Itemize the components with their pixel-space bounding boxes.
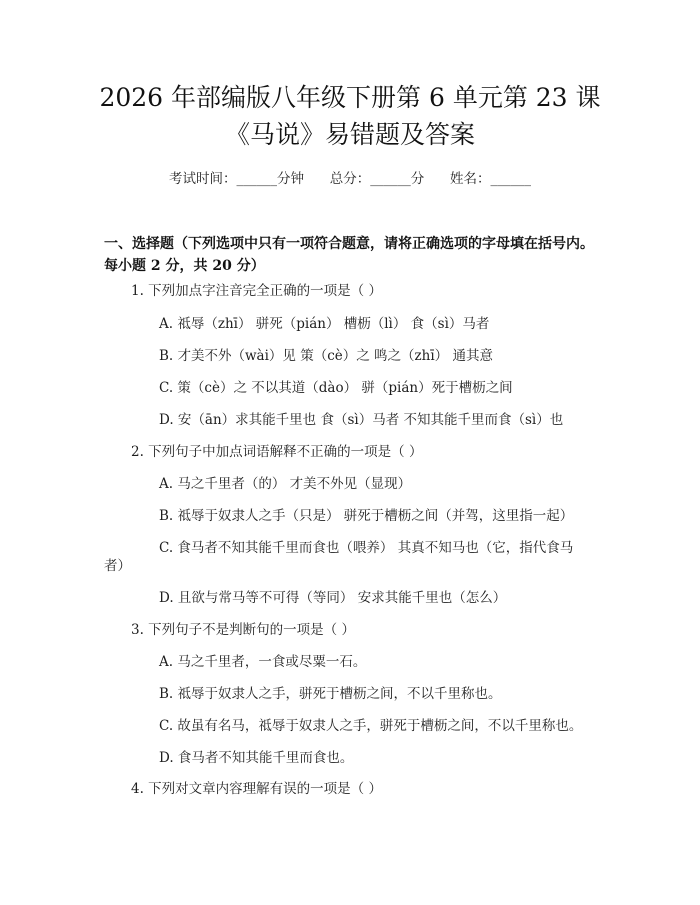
document-title-line2: 《马说》易错题及答案	[224, 120, 475, 149]
document-title-line1: 2026 年部编版八年级下册第 6 单元第 23 课	[99, 83, 601, 112]
section-heading-line1: 一、选择题（下列选项中只有一项符合题意，请将正确选项的字母填在括号内。	[104, 236, 594, 252]
question-2-option-c-continuation: 者）	[104, 558, 131, 574]
question-2-option-d: D. 且欲与常马等不可得（等同） 安求其能千里也（怎么）	[159, 590, 507, 606]
section-heading-line2: 每小题 2 分，共 20 分）	[104, 258, 265, 274]
question-3-option-a: A. 马之千里者，一食或尽粟一石。	[159, 654, 367, 670]
question-2-option-a: A. 马之千里者（的） 才美不外见（显现）	[159, 476, 412, 492]
question-1-stem: 1. 下列加点字注音完全正确的一项是（ ）	[131, 283, 382, 299]
question-1-option-a: A. 祗辱（zhī） 骈死（pián） 槽枥（lì） 食（sì）马者	[159, 316, 490, 332]
question-3-option-c: C. 故虽有名马，祗辱于奴隶人之手，骈死于槽枥之间，不以千里称也。	[159, 718, 583, 734]
question-3-stem: 3. 下列句子不是判断句的一项是（ ）	[131, 622, 355, 638]
question-1-option-b: B. 才美不外（wài）见 策（cè）之 鸣之（zhī） 通其意	[159, 348, 493, 364]
question-3-option-b: B. 祗辱于奴隶人之手，骈死于槽枥之间，不以千里称也。	[159, 686, 502, 702]
exam-info-line: 考试时间：______分钟 总分：______分 姓名：______	[169, 171, 531, 187]
question-2-option-c: C. 食马者不知其能千里而食也（喂养） 其真不知马也（它，指代食马	[159, 540, 574, 556]
question-4-stem: 4. 下列对文章内容理解有误的一项是（ ）	[131, 781, 382, 797]
question-2-option-b: B. 祗辱于奴隶人之手（只是） 骈死于槽枥之间（并驾，这里指一起）	[159, 508, 574, 524]
question-1-option-c: C. 策（cè）之 不以其道（dào） 骈（pián）死于槽枥之间	[159, 380, 513, 396]
question-1-option-d: D. 安（ān）求其能千里也 食（sì）马者 不知其能千里而食（sì）也	[159, 412, 564, 428]
question-2-stem: 2. 下列句子中加点词语解释不正确的一项是（ ）	[131, 444, 423, 460]
question-3-option-d: D. 食马者不知其能千里而食也。	[159, 750, 354, 766]
